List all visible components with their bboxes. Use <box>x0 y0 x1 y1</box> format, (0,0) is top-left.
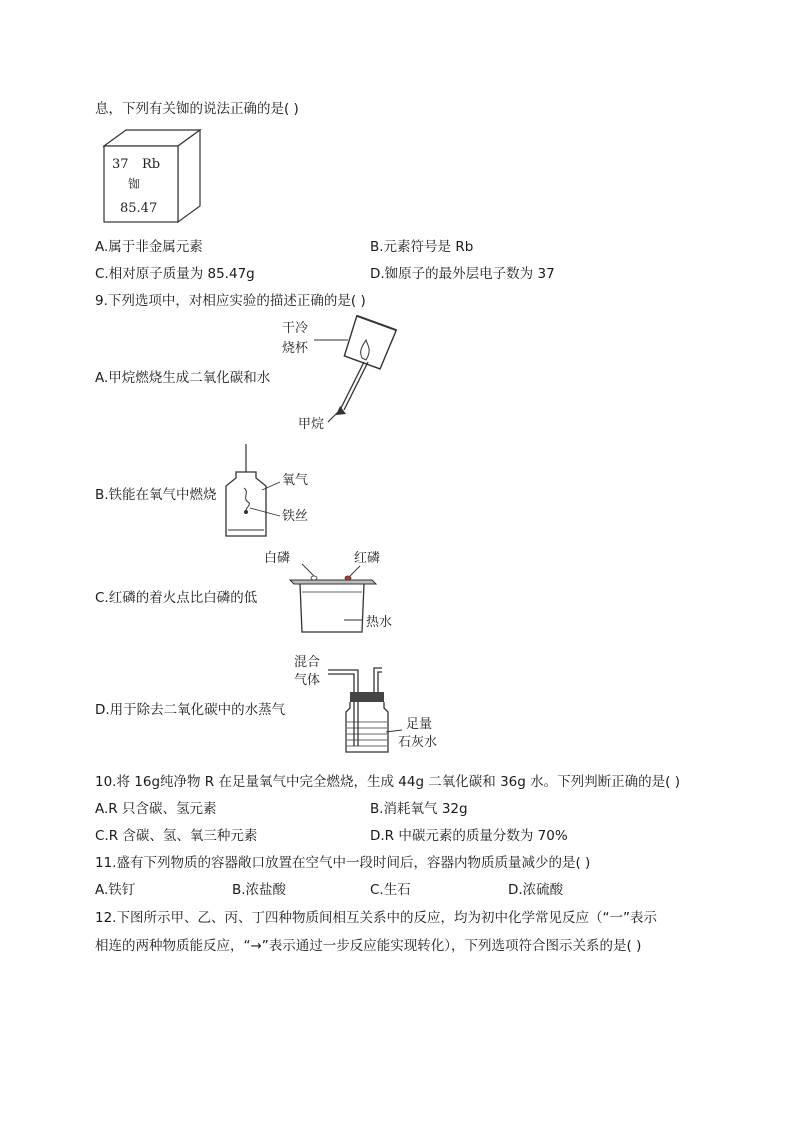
methane-combustion-figure <box>278 314 408 432</box>
flame <box>361 340 370 360</box>
q11-option-c[interactable]: C.生石 <box>370 882 411 898</box>
gas-tube-1 <box>340 362 364 410</box>
element-mass: 85.47 <box>120 201 158 216</box>
q8-option-c[interactable]: C.相对原子质量为 85.47g <box>95 266 255 282</box>
card-side-face <box>178 130 200 222</box>
q10-option-a[interactable]: A.R 只含碳、氢元素 <box>95 801 217 817</box>
hot-water-beaker <box>300 584 364 632</box>
q8-stem-tail: 息，下列有关铷的说法正确的是( ) <box>95 101 299 117</box>
inlet-tube-inner <box>328 674 354 746</box>
q8-option-b[interactable]: B.元素符号是 Rb <box>370 239 474 255</box>
wash-bottle <box>346 702 388 752</box>
gas-bottle <box>226 472 266 536</box>
iron-wire-figure <box>226 442 326 542</box>
leader-white-p <box>302 564 314 576</box>
limewater-lines <box>347 722 387 746</box>
label-dry-cold: 干冷 <box>282 321 309 336</box>
gas-tube-2 <box>344 362 368 410</box>
q11-stem: 11.盛有下列物质的容器敞口放置在空气中一段时间后，容器内物质质量减少的是( ) <box>95 855 591 871</box>
q9-option-b[interactable]: B.铁能在氧气中燃烧 <box>95 487 217 503</box>
q9-stem: 9.下列选项中，对相应实验的描述正确的是( ) <box>95 293 366 309</box>
label-iron-wire: 铁丝 <box>282 509 309 524</box>
inverted-beaker <box>342 316 396 370</box>
red-phosphorus <box>345 576 351 580</box>
phosphorus-figure <box>262 546 402 636</box>
q10-option-d[interactable]: D.R 中碳元素的质量分数为 70% <box>370 828 568 844</box>
q11-option-d[interactable]: D.浓硫酸 <box>508 882 564 898</box>
label-gas: 气体 <box>294 673 321 688</box>
q10-stem: 10.将 16g纯净物 R 在足量氧气中完全燃烧，生成 44g 二氧化碳和 36g 水。下列判断正确的是( ) <box>95 774 680 790</box>
q9-option-a[interactable]: A.甲烷燃烧生成二氧化碳和水 <box>95 370 271 386</box>
q11-option-b[interactable]: B.浓盐酸 <box>232 882 287 898</box>
q10-option-c[interactable]: C.R 含碳、氢、氧三种元素 <box>95 828 258 844</box>
q9-option-c[interactable]: C.红磷的着火点比白磷的低 <box>95 590 258 606</box>
q8-option-a[interactable]: A.属于非金属元素 <box>95 239 203 255</box>
q12-stem-line2: 相连的两种物质能反应，“→”表示通过一步反应能实现转化），下列选项符合图示关系的是( ) <box>95 938 642 954</box>
label-beaker: 烧杯 <box>282 341 309 356</box>
q11-option-a[interactable]: A.铁钉 <box>95 882 136 898</box>
element-number: 37 <box>112 157 129 172</box>
label-oxygen: 氧气 <box>282 473 309 488</box>
rubber-stopper <box>350 692 384 702</box>
element-card-figure <box>100 128 210 224</box>
leader-red-p <box>350 566 360 576</box>
label-white-p: 白磷 <box>264 551 291 566</box>
arrow-head <box>336 406 346 415</box>
q9-option-d[interactable]: D.用于除去二氧化碳中的水蒸气 <box>95 702 286 718</box>
q8-option-d[interactable]: D.铷原子的最外层电子数为 37 <box>370 266 555 282</box>
match-tip <box>244 510 248 514</box>
white-phosphorus <box>311 576 317 580</box>
q12-stem-line1: 12.下图所示甲、乙、丙、丁四种物质间相互关系中的反应，均为初中化学常见反应（“一”表示 <box>95 910 657 926</box>
label-red-p: 红磷 <box>354 551 381 566</box>
label-methane: 甲烷 <box>298 417 325 432</box>
element-name: 铷 <box>128 177 141 191</box>
copper-plate <box>290 580 376 584</box>
label-limewater: 石灰水 <box>398 735 438 750</box>
q10-option-b[interactable]: B.消耗氧气 32g <box>370 801 468 817</box>
label-mixed: 混合 <box>294 655 321 670</box>
element-symbol: Rb <box>142 157 161 172</box>
label-hot-water: 热水 <box>366 615 393 630</box>
gas-washing-figure <box>292 650 452 756</box>
label-sufficient: 足量 <box>406 717 433 732</box>
